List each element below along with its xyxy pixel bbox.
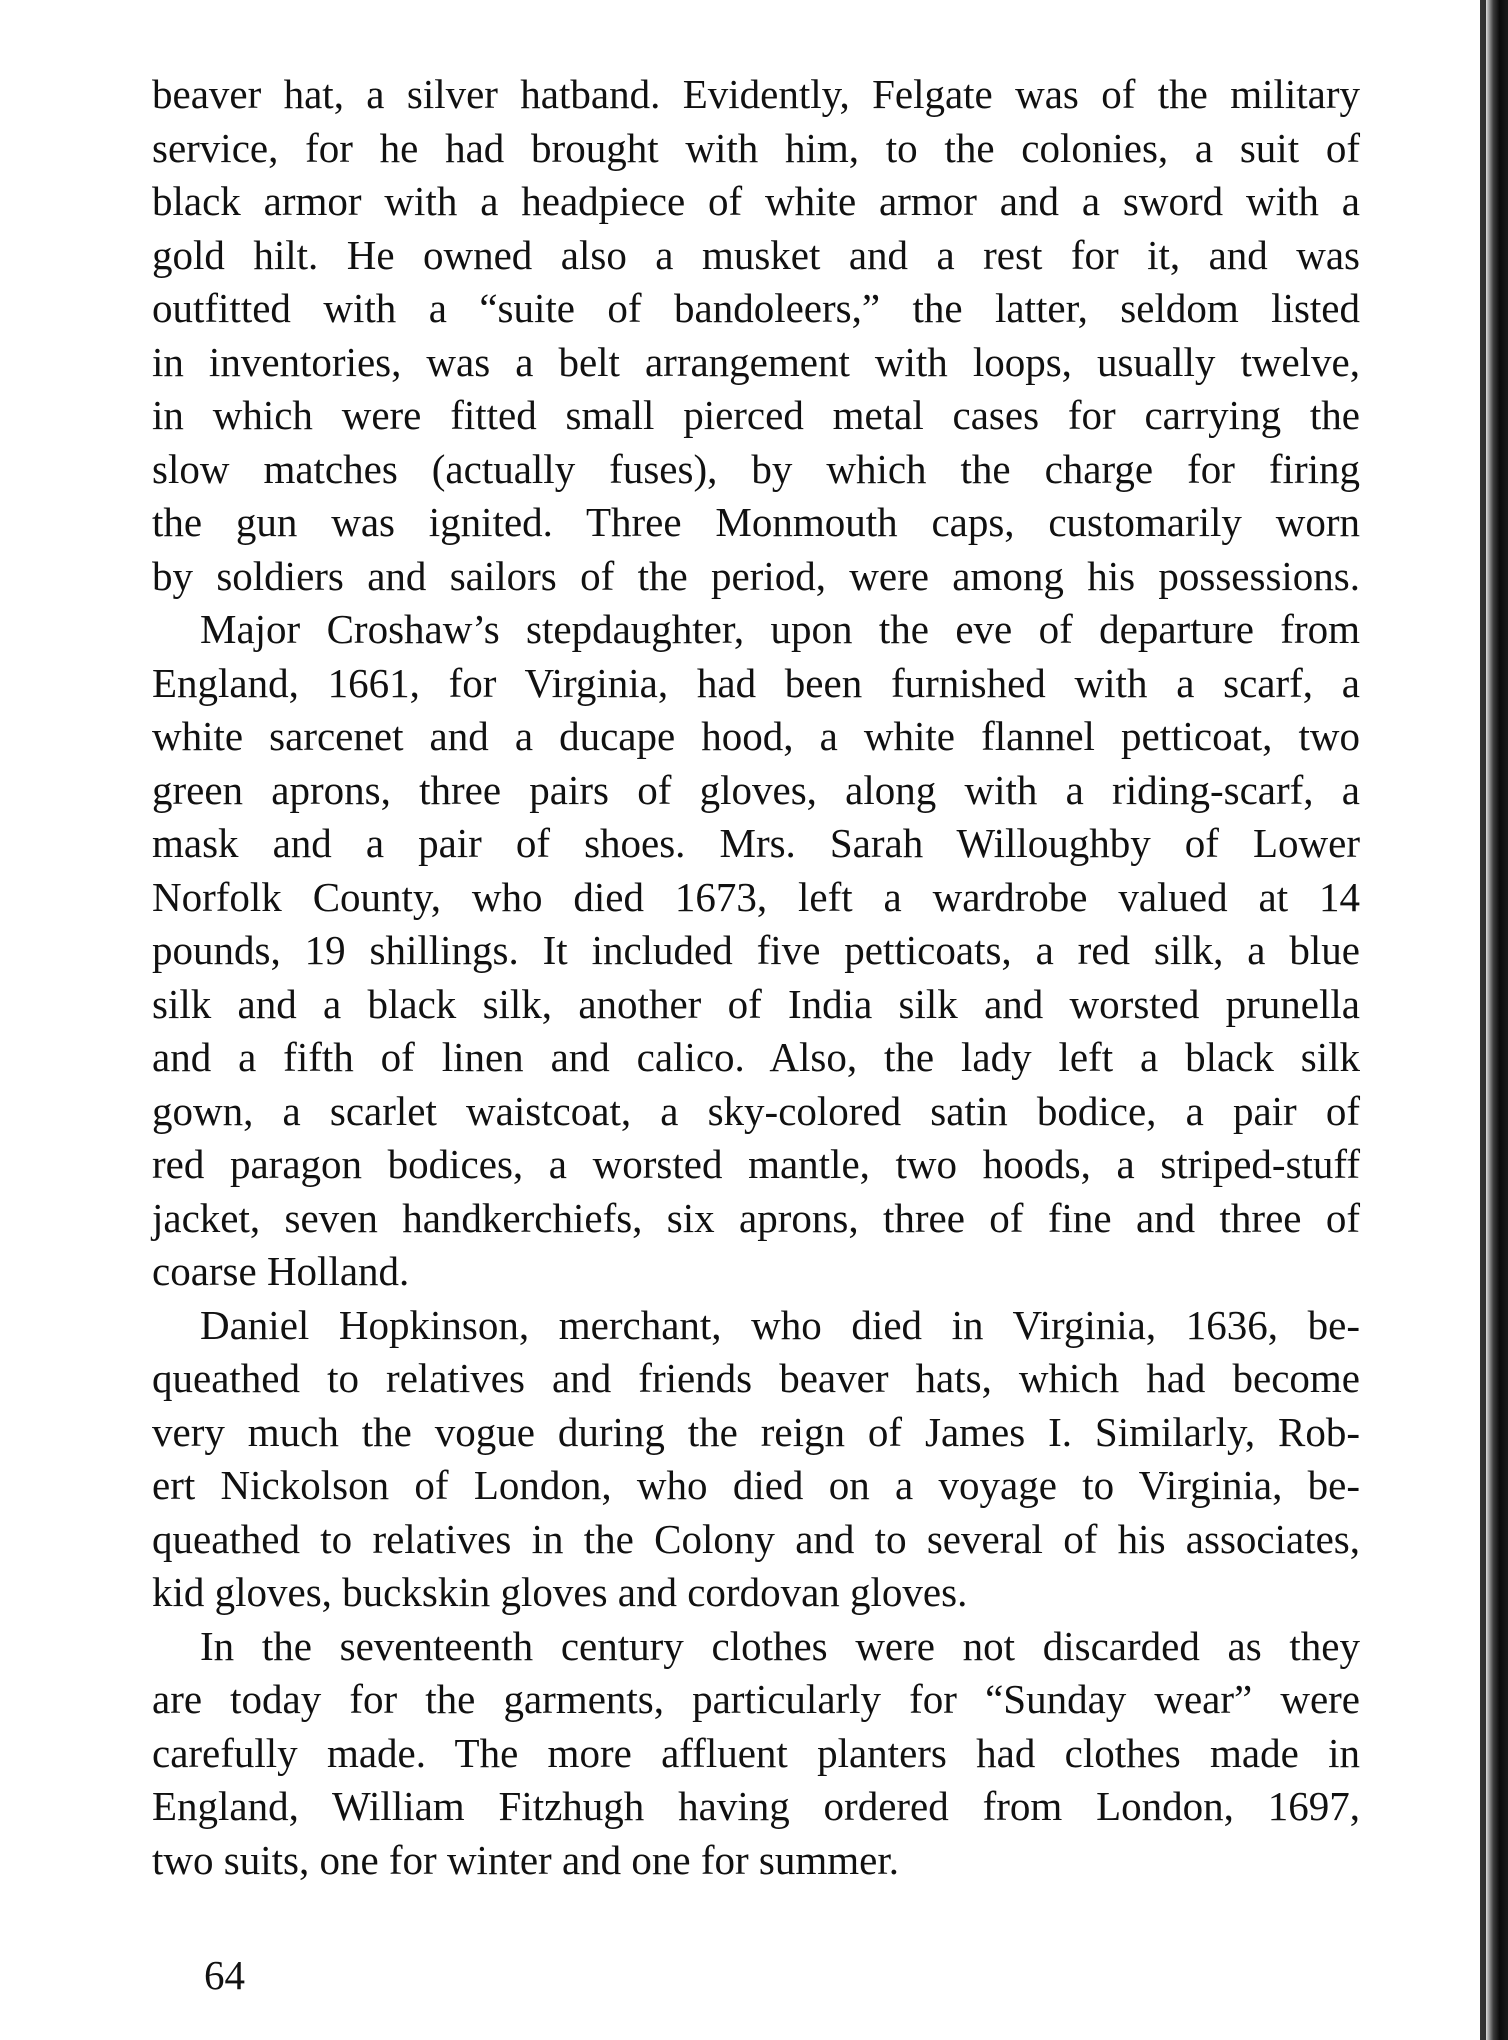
text-line: queathed to relatives in the Colony and to several of his associates, bbox=[152, 1515, 1360, 1562]
text-line: England, 1661, for Virginia, had been furnished with a scarf, a bbox=[152, 659, 1360, 706]
paragraph-start-line: Major Croshaw’s stepdaughter, upon the eve of departure from bbox=[200, 606, 1360, 652]
text-line: black armor with a headpiece of white armor and a sword with a bbox=[152, 178, 1360, 224]
paragraph-start-line: In the seventeenth century clothes were not discarded as they bbox=[200, 1622, 1360, 1669]
text-line: Norfolk County, who died 1673, left a wardrobe valued at 14 bbox=[152, 873, 1360, 920]
text-line: are today for the garments, particularly for “Sunday wear” were bbox=[152, 1676, 1360, 1722]
text-line: silk and a black silk, another of India silk and worsted prunella bbox=[152, 980, 1360, 1027]
text-line: and a fifth of linen and calico. Also, the lady left a black silk bbox=[152, 1034, 1360, 1080]
body-text bbox=[152, 68, 1360, 1887]
text-line: the gun was ignited. Three Monmouth caps, customarily worn bbox=[152, 499, 1360, 545]
text-line: gown, a scarlet waistcoat, a sky-colored satin bodice, a pair of bbox=[152, 1087, 1360, 1134]
text-line: red paragon bodices, a worsted mantle, two hoods, a striped-stuff bbox=[152, 1141, 1360, 1187]
text-line: slow matches (actually fuses), by which the charge for firing bbox=[152, 445, 1360, 492]
paragraph-end-line: kid gloves, buckskin gloves and cordovan gloves. bbox=[152, 1569, 968, 1615]
text-line: green aprons, three pairs of gloves, along with a riding-scarf, a bbox=[152, 766, 1360, 813]
text-line: gold hilt. He owned also a musket and a rest for it, and was bbox=[152, 231, 1360, 278]
text-line: jacket, seven handkerchiefs, six aprons, three of fine and three of bbox=[152, 1194, 1360, 1241]
text-line: pounds, 19 shillings. It included five petticoats, a red silk, a blue bbox=[152, 927, 1360, 973]
paragraph-start-line: Daniel Hopkinson, merchant, who died in Virginia, 1636, be- bbox=[200, 1301, 1360, 1348]
text-line: very much the vogue during the reign of James I. Similarly, Rob- bbox=[152, 1408, 1360, 1455]
text-line: England, William Fitzhugh having ordered from London, 1697, bbox=[152, 1783, 1360, 1829]
text-line: beaver hat, a silver hatband. Evidently, Felgate was of the military bbox=[152, 71, 1360, 117]
paragraph-end-line: coarse Holland. bbox=[152, 1248, 410, 1294]
text-line: carefully made. The more affluent planters had clothes made in bbox=[152, 1729, 1360, 1776]
page-number: 64 bbox=[204, 1952, 245, 1998]
binding-edge bbox=[1480, 0, 1486, 2040]
text-line: white sarcenet and a ducape hood, a white flannel petticoat, two bbox=[152, 713, 1360, 759]
text-line: mask and a pair of shoes. Mrs. Sarah Willoughby of Lower bbox=[152, 820, 1360, 866]
text-line: in which were fitted small pierced metal cases for carrying the bbox=[152, 392, 1360, 438]
text-line: by soldiers and sailors of the period, were among his possessions. bbox=[152, 552, 1360, 599]
text-line: in inventories, was a belt arrangement with loops, usually twelve, bbox=[152, 338, 1360, 385]
text-line: service, for he had brought with him, to the colonies, a suit of bbox=[152, 124, 1360, 171]
text-line: outfitted with a “suite of bandoleers,” the latter, seldom listed bbox=[152, 285, 1360, 331]
text-line: ert Nickolson of London, who died on a voyage to Virginia, be- bbox=[152, 1462, 1360, 1508]
paragraph-end-line: two suits, one for winter and one for summer. bbox=[152, 1836, 899, 1883]
text-line: queathed to relatives and friends beaver hats, which had become bbox=[152, 1355, 1360, 1401]
